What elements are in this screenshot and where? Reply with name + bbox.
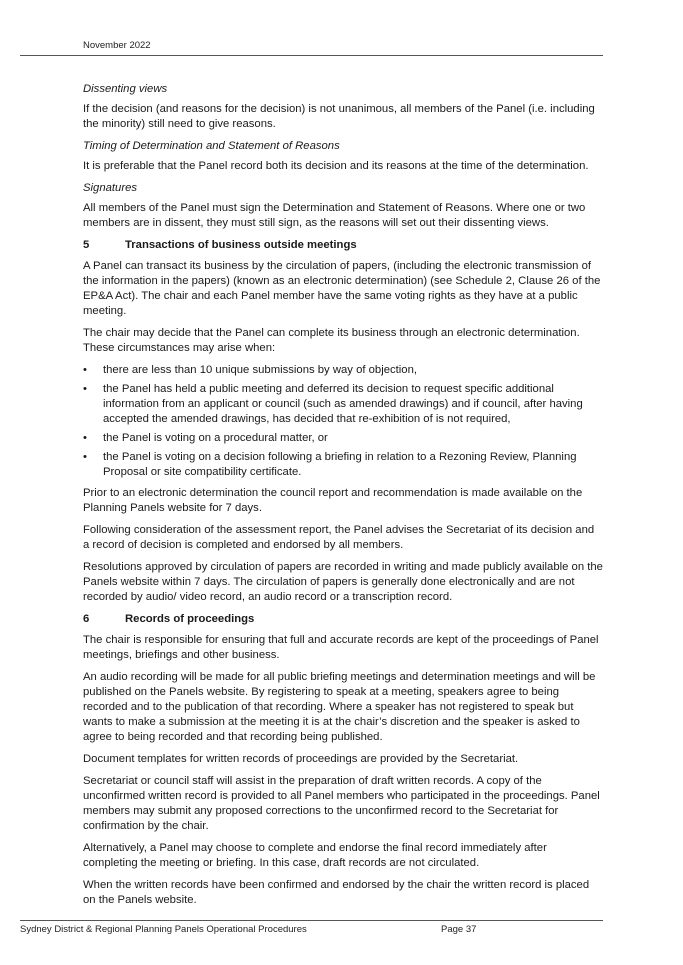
list-item: [83, 363, 603, 378]
list-item-text: there are less than 10 unique submissions by way of objection,: [103, 364, 417, 376]
section-6-paragraph-2: An audio recording will be made for all public briefing meetings and determination meetings and will be published on the Panels website. By registering to speak at a meeting, speakers agree to being recorded and to the publication of that recording. Where a speaker has not registered to speak but wants to make a submission at the meeting it is at the chair’s discretion and the speaker is asked to agree to being recorded and that recording being published.: [83, 671, 596, 743]
section-5-number: 5: [83, 239, 90, 251]
bullet-icon: •: [83, 364, 87, 376]
section-5-paragraph-4: Following consideration of the assessment report, the Panel advises the Secretariat of its decision and a record of decision is completed and endorsed by all members.: [83, 524, 595, 551]
section-6-paragraph-6: When the written records have been confirmed and endorsed by the chair the written record is placed on the Panels website.: [83, 879, 590, 906]
footer-document-title: Sydney District & Regional Planning Panels Operational Procedures: [20, 924, 307, 935]
circumstances-list: [83, 363, 603, 480]
bullet-icon: •: [83, 432, 87, 444]
page-content: [83, 82, 603, 915]
signatures-heading: Signatures: [83, 182, 138, 194]
section-5-paragraph-1: A Panel can transact its business by the circulation of papers, (including the electronic transmission of the information in the papers) (known as an electronic determination) (see Schedule 2, Clause 26 of the EP&A Act). The chair and each Panel member have the same voting rights as they have at a public meeting.: [83, 260, 601, 317]
section-6-heading: [83, 612, 603, 627]
section-5-heading: [83, 238, 603, 253]
section-6-number: 6: [83, 613, 90, 625]
section-6-paragraph-5: Alternatively, a Panel may choose to complete and endorse the final record immediately after completing the meeting or briefing. In this case, draft records are not circulated.: [83, 842, 547, 869]
signatures-paragraph: All members of the Panel must sign the Determination and Statement of Reasons. Where one or two members are in dissent, they must still sign, as the reasons will set out their dissenting views.: [83, 202, 586, 229]
section-6-title: Records of proceedings: [125, 613, 255, 625]
section-6-paragraph-3: Document templates for written records of proceedings are provided by the Secretariat.: [83, 753, 519, 765]
section-6-paragraph-1: The chair is responsible for ensuring that full and accurate records are kept of the proceedings of Panel meetings, briefings and other business.: [83, 634, 599, 661]
timing-heading: Timing of Determination and Statement of Reasons: [83, 140, 340, 152]
header-divider: [20, 55, 603, 56]
bullet-icon: •: [83, 451, 87, 463]
list-item-text: the Panel has held a public meeting and deferred its decision to request specific additional information from an applicant or council (such as amended drawings) and if council, after having accepted the amended drawings, has decided that re-exhibition of is not required,: [103, 383, 583, 425]
bullet-icon: •: [83, 383, 87, 395]
section-5-paragraph-3: Prior to an electronic determination the council report and recommendation is made available on the Planning Panels website for 7 days.: [83, 487, 583, 514]
dissenting-views-paragraph: If the decision (and reasons for the decision) is not unanimous, all members of the Panel (i.e. including the minority) still need to give reasons.: [83, 103, 595, 130]
header-date: November 2022: [83, 40, 151, 51]
list-item-text: the Panel is voting on a decision following a briefing in relation to a Rezoning Review, Planning Proposal or site compatibility certificate.: [103, 451, 577, 478]
timing-paragraph: It is preferable that the Panel record both its decision and its reasons at the time of the determination.: [83, 160, 589, 172]
section-5-title: Transactions of business outside meetings: [125, 239, 357, 251]
list-item: [83, 431, 603, 446]
footer-page-number: Page 37: [441, 924, 477, 935]
section-6-paragraph-4: Secretariat or council staff will assist in the preparation of draft written records. A copy of the unconfirmed written record is provided to all Panel members who participated in the proceedings. Panel members may submit any proposed corrections to the unconfirmed record to the Secretariat for confirmation by the chair.: [83, 775, 600, 832]
list-item-text: the Panel is voting on a procedural matter, or: [103, 432, 328, 444]
section-5-paragraph-5: Resolutions approved by circulation of papers are recorded in writing and made publicly available on the Panels website within 7 days. The circulation of papers is generally done electronically and are not recorded by audio/ video record, an audio record or a transcription record.: [83, 561, 603, 603]
dissenting-views-heading: Dissenting views: [83, 83, 168, 95]
list-item: [83, 450, 603, 480]
list-item: [83, 382, 603, 427]
section-5-paragraph-2: The chair may decide that the Panel can complete its business through an electronic determination. These circumstances may arise when:: [83, 327, 580, 354]
footer-divider: [20, 920, 603, 921]
